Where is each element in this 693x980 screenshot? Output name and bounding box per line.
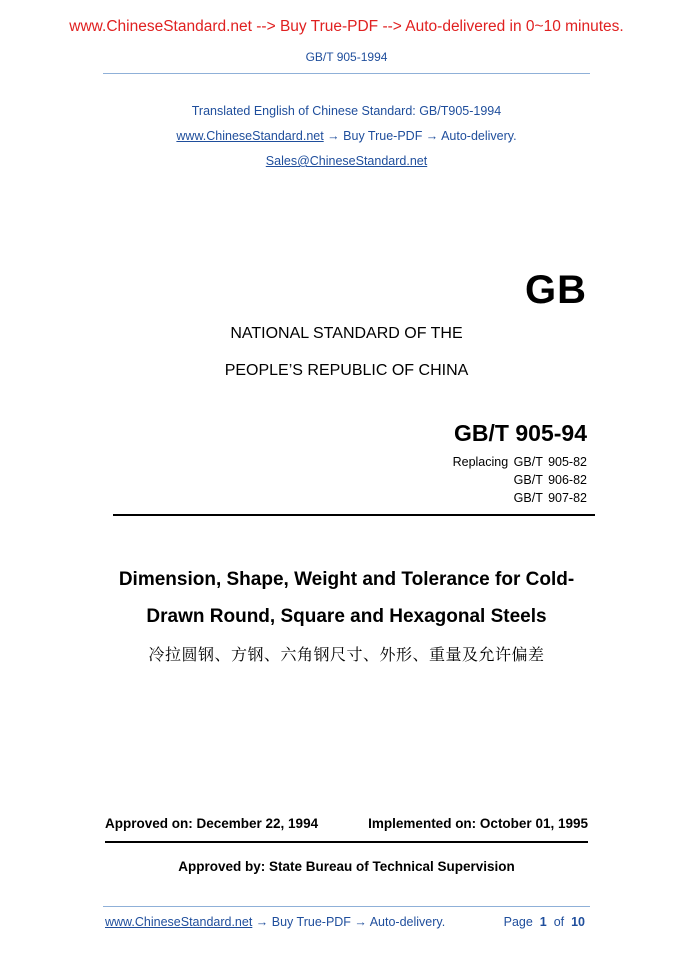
approved-date: Approved on: December 22, 1994 (105, 816, 319, 831)
standard-number: GB/T 905-94 (454, 420, 587, 446)
replacing-line-3: GB/T 907-82 (513, 491, 587, 505)
page-of: of (553, 915, 565, 929)
approving-authority: Approved by: State Bureau of Technical Supervision (178, 859, 515, 874)
promo-banner[interactable]: www.ChineseStandard.net --> Buy True-PDF --> Auto-delivered in 0~10 minutes. (69, 18, 624, 35)
email-link[interactable]: Sales@ChineseStandard.net (265, 154, 428, 168)
title-chinese: 冷拉圆钢、方钢、六角钢尺寸、外形、重量及允许偏差 (148, 645, 545, 664)
footer-divider (103, 906, 590, 907)
page-total: 10 (571, 915, 585, 929)
replacing-line-2: GB/T 906-82 (513, 473, 587, 487)
translation-note: Translated English of Chinese Standard: GB/T905-1994 (191, 104, 502, 118)
page-current: 1 (539, 915, 547, 929)
purchase-line (0, 129, 693, 143)
header-divider (103, 73, 590, 74)
header-standard-code: GB/T 905-1994 (305, 50, 388, 64)
footer-purchase-text: → Buy True-PDF → Auto-delivery. (252, 915, 446, 929)
title-divider (113, 514, 595, 516)
footer-purchase-line (105, 915, 445, 929)
page-label: Page (503, 915, 533, 929)
dates-divider (105, 841, 588, 843)
purchase-text: → Buy True-PDF → Auto-delivery. (323, 129, 517, 143)
site-link[interactable]: www.ChineseStandard.net (176, 129, 324, 143)
title-english-line1: Dimension, Shape, Weight and Tolerance for Cold- (118, 569, 575, 590)
page-indicator (504, 915, 585, 929)
national-standard-line1: NATIONAL STANDARD OF THE (230, 325, 463, 342)
replacing-line-1: Replacing GB/T 905-82 (452, 455, 587, 469)
implemented-date: Implemented on: October 01, 1995 (368, 816, 588, 831)
footer-site-link[interactable]: www.ChineseStandard.net (105, 915, 253, 929)
email-line (0, 154, 693, 168)
national-standard-line2: PEOPLE’S REPUBLIC OF CHINA (224, 362, 469, 379)
title-english-line2: Drawn Round, Square and Hexagonal Steels (146, 606, 547, 627)
gb-logo: GB (525, 268, 587, 312)
